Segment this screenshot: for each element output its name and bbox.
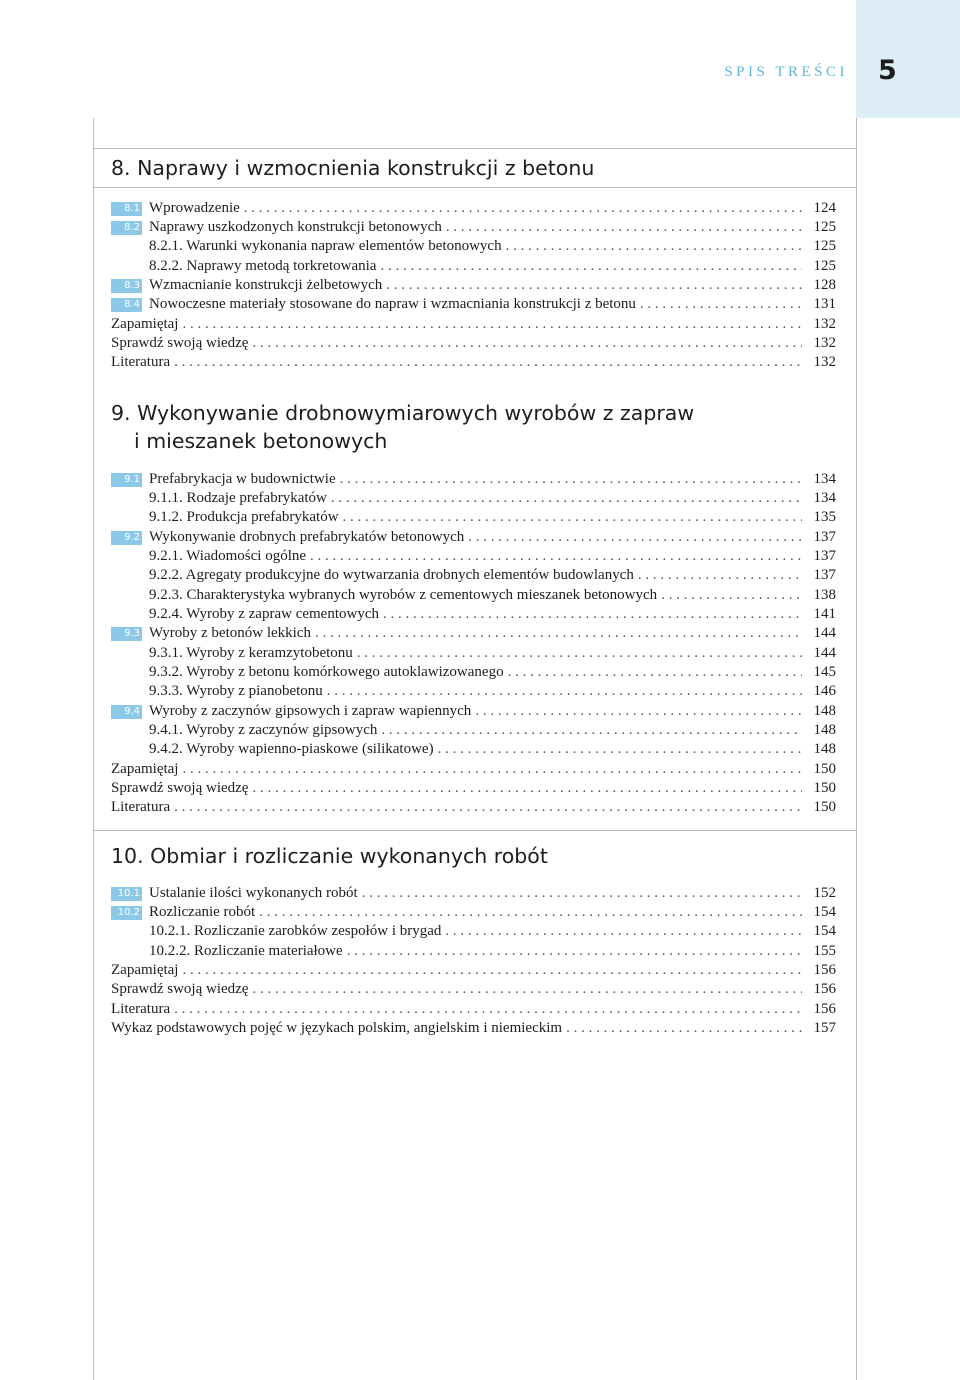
toc-entry[interactable] (111, 471, 836, 491)
toc-entry[interactable] (111, 904, 836, 924)
entry-title: Literatura (111, 354, 171, 370)
toc-entry[interactable] (111, 219, 836, 239)
toc-entry[interactable] (111, 200, 836, 220)
entry-title: Sprawdź swoją wiedzę (111, 335, 249, 351)
toc-entry[interactable] (111, 885, 836, 905)
dot-leader (327, 683, 802, 700)
dot-leader (315, 625, 802, 642)
section-badge: 8.3 (111, 279, 142, 293)
section-badge: 8.4 (111, 298, 142, 312)
dot-leader (380, 258, 802, 275)
entry-title: 9.4.1. Wyroby z zaczynów gipsowych (149, 722, 378, 738)
dot-leader (182, 962, 802, 979)
section-badge: 9.1 (111, 473, 142, 487)
divider (93, 148, 857, 149)
entry-page: 150 (813, 780, 836, 796)
entry-title: Wykonywanie drobnych prefabrykatów betonowych (149, 529, 465, 545)
entry-page: 146 (813, 683, 836, 699)
dot-leader (386, 277, 802, 294)
toc-entry[interactable] (111, 548, 836, 568)
dot-leader (362, 885, 802, 902)
toc-entry[interactable] (111, 606, 836, 626)
section-badge: 9.4 (111, 705, 142, 719)
entry-page: 157 (813, 1020, 836, 1036)
entry-title: Zapamiętaj (111, 761, 179, 777)
toc-entry[interactable] (111, 296, 836, 316)
entry-page: 125 (813, 258, 836, 274)
entry-title: Sprawdź swoją wiedzę (111, 981, 249, 997)
dot-leader (182, 761, 802, 778)
entry-page: 154 (813, 904, 836, 920)
entry-page: 144 (813, 645, 836, 661)
dot-leader (252, 335, 802, 352)
entry-title: Wyroby z zaczynów gipsowych i zapraw wapiennych (149, 703, 472, 719)
dot-leader (340, 471, 802, 488)
entry-page: 144 (813, 625, 836, 641)
entry-title: Literatura (111, 799, 171, 815)
toc-entry[interactable] (111, 664, 836, 684)
entry-page: 125 (813, 219, 836, 235)
dot-leader (475, 703, 802, 720)
section-badge: 9.2 (111, 531, 142, 545)
dot-leader (252, 780, 802, 797)
entry-title: Literatura (111, 1001, 171, 1017)
dot-leader (182, 316, 802, 333)
entry-title: Sprawdź swoją wiedzę (111, 780, 249, 796)
entry-page: 128 (813, 277, 836, 293)
dot-leader (347, 943, 802, 960)
entry-page: 154 (813, 923, 836, 939)
entry-page: 152 (813, 885, 836, 901)
toc-entry[interactable] (111, 1020, 836, 1040)
entry-title: Naprawy uszkodzonych konstrukcji betonowych (149, 219, 442, 235)
dot-leader (259, 904, 802, 921)
entry-title: Wykaz podstawowych pojęć w językach polskim, angielskim i niemieckim (111, 1020, 563, 1036)
section-badge: 9.3 (111, 627, 142, 641)
entry-page: 138 (813, 587, 836, 603)
dot-leader (383, 606, 802, 623)
entry-page: 137 (813, 548, 836, 564)
section-badge: 8.1 (111, 202, 142, 216)
toc-entry[interactable] (111, 780, 836, 800)
entry-page: 156 (813, 981, 836, 997)
toc-entry[interactable] (111, 923, 836, 943)
entry-title: 9.3.3. Wyroby z pianobetonu (149, 683, 323, 699)
entry-title: 9.3.1. Wyroby z keramzytobetonu (149, 645, 353, 661)
entry-title: Zapamiętaj (111, 962, 179, 978)
dot-leader (661, 587, 802, 604)
dot-leader (640, 296, 802, 313)
chapter-title: 8. Naprawy i wzmocnienia konstrukcji z betonu (111, 156, 595, 180)
toc-entry[interactable] (111, 703, 836, 723)
section-badge: 10.1 (111, 887, 142, 901)
dot-leader (310, 548, 802, 565)
toc-entry[interactable] (111, 761, 836, 781)
entry-title: Zapamiętaj (111, 316, 179, 332)
entry-title: 10.2.2. Rozliczanie materiałowe (149, 943, 343, 959)
toc-entry[interactable] (111, 587, 836, 607)
chapter-title: 9. Wykonywanie drobnowymiarowych wyrobów z zapraw (111, 401, 695, 425)
entry-title: 9.2.2. Agregaty produkcyjne do wytwarzania drobnych elementów budowlanych (149, 567, 634, 583)
toc-entry[interactable] (111, 683, 836, 703)
dot-leader (446, 219, 802, 236)
entry-page: 141 (813, 606, 836, 622)
header-tab-background (856, 0, 960, 118)
entry-title: 9.2.4. Wyroby z zapraw cementowych (149, 606, 379, 622)
entry-title: 9.2.1. Wiadomości ogólne (149, 548, 307, 564)
toc-entry[interactable] (111, 962, 836, 982)
entry-page: 148 (813, 722, 836, 738)
toc-entry[interactable] (111, 490, 836, 510)
entry-page: 150 (813, 761, 836, 777)
entry-title: 9.3.2. Wyroby z betonu komórkowego autoklawizowanego (149, 664, 504, 680)
entry-title: 9.4.2. Wyroby wapienno-piaskowe (silikatowe) (149, 741, 434, 757)
entry-page: 156 (813, 962, 836, 978)
toc-entry[interactable] (111, 799, 836, 819)
entry-title: Wprowadzenie (149, 200, 240, 216)
dot-leader (506, 238, 802, 255)
dot-leader (438, 741, 802, 758)
entry-title: Wzmacnianie konstrukcji żelbetowych (149, 277, 383, 293)
entry-title: Nowoczesne materiały stosowane do napraw i wzmacniania konstrukcji z betonu (149, 296, 636, 312)
toc-entry[interactable] (111, 316, 836, 336)
dot-leader (508, 664, 802, 681)
entry-title: 8.2.2. Naprawy metodą torkretowania (149, 258, 377, 274)
dot-leader (445, 923, 802, 940)
toc-entry[interactable] (111, 277, 836, 297)
entry-title: 9.2.3. Charakterystyka wybranych wyrobów z cementowych mieszanek betonowych (149, 587, 658, 603)
entry-page: 132 (813, 354, 836, 370)
toc-entry[interactable] (111, 943, 836, 963)
dot-leader (343, 509, 802, 526)
dot-leader (174, 354, 802, 371)
entry-page: 148 (813, 741, 836, 757)
toc-entry[interactable] (111, 567, 836, 587)
toc-entry[interactable] (111, 1001, 836, 1021)
divider (93, 187, 857, 188)
toc-entry[interactable] (111, 238, 836, 258)
toc-entry[interactable] (111, 335, 836, 355)
entry-title: 9.1.2. Produkcja prefabrykatów (149, 509, 339, 525)
dot-leader (638, 567, 802, 584)
toc-entry[interactable] (111, 354, 836, 374)
dot-leader (566, 1020, 802, 1037)
entry-page: 132 (813, 316, 836, 332)
entry-page: 137 (813, 567, 836, 583)
section-badge: 10.2 (111, 906, 142, 920)
dot-leader (244, 200, 802, 217)
dot-leader (331, 490, 802, 507)
dot-leader (252, 981, 802, 998)
entry-title: Prefabrykacja w budownictwie (149, 471, 336, 487)
running-header: SPIS TREŚCI (724, 64, 848, 80)
toc-entry[interactable] (111, 509, 836, 529)
dot-leader (381, 722, 802, 739)
section-badge: 8.2 (111, 221, 142, 235)
toc-entry[interactable] (111, 529, 836, 549)
entry-title: Ustalanie ilości wykonanych robót (149, 885, 358, 901)
entry-title: 9.1.1. Rodzaje prefabrykatów (149, 490, 327, 506)
entry-title: 8.2.1. Warunki wykonania napraw elementów betonowych (149, 238, 502, 254)
dot-leader (174, 799, 802, 816)
entry-page: 135 (813, 509, 836, 525)
entry-page: 156 (813, 1001, 836, 1017)
toc-entry[interactable] (111, 981, 836, 1001)
entry-title: 10.2.1. Rozliczanie zarobków zespołów i brygad (149, 923, 442, 939)
toc-entry[interactable] (111, 741, 836, 761)
dot-leader (174, 1001, 802, 1018)
entry-page: 134 (813, 490, 836, 506)
entry-page: 131 (813, 296, 836, 312)
toc-entry[interactable] (111, 645, 836, 665)
entry-page: 150 (813, 799, 836, 815)
entry-page: 155 (813, 943, 836, 959)
toc-entry[interactable] (111, 625, 836, 645)
entry-page: 134 (813, 471, 836, 487)
entry-page: 124 (813, 200, 836, 216)
dot-leader (468, 529, 802, 546)
toc-entry[interactable] (111, 258, 836, 278)
entry-page: 137 (813, 529, 836, 545)
toc-entry[interactable] (111, 722, 836, 742)
chapter-title: 10. Obmiar i rozliczanie wykonanych robót (111, 844, 548, 868)
entry-page: 132 (813, 335, 836, 351)
entry-page: 145 (813, 664, 836, 680)
entry-page: 125 (813, 238, 836, 254)
chapter-title-continuation: i mieszanek betonowych (134, 429, 388, 453)
entry-title: Rozliczanie robót (149, 904, 256, 920)
entry-page: 148 (813, 703, 836, 719)
dot-leader (357, 645, 802, 662)
page-number: 5 (878, 55, 897, 86)
entry-title: Wyroby z betonów lekkich (149, 625, 311, 641)
